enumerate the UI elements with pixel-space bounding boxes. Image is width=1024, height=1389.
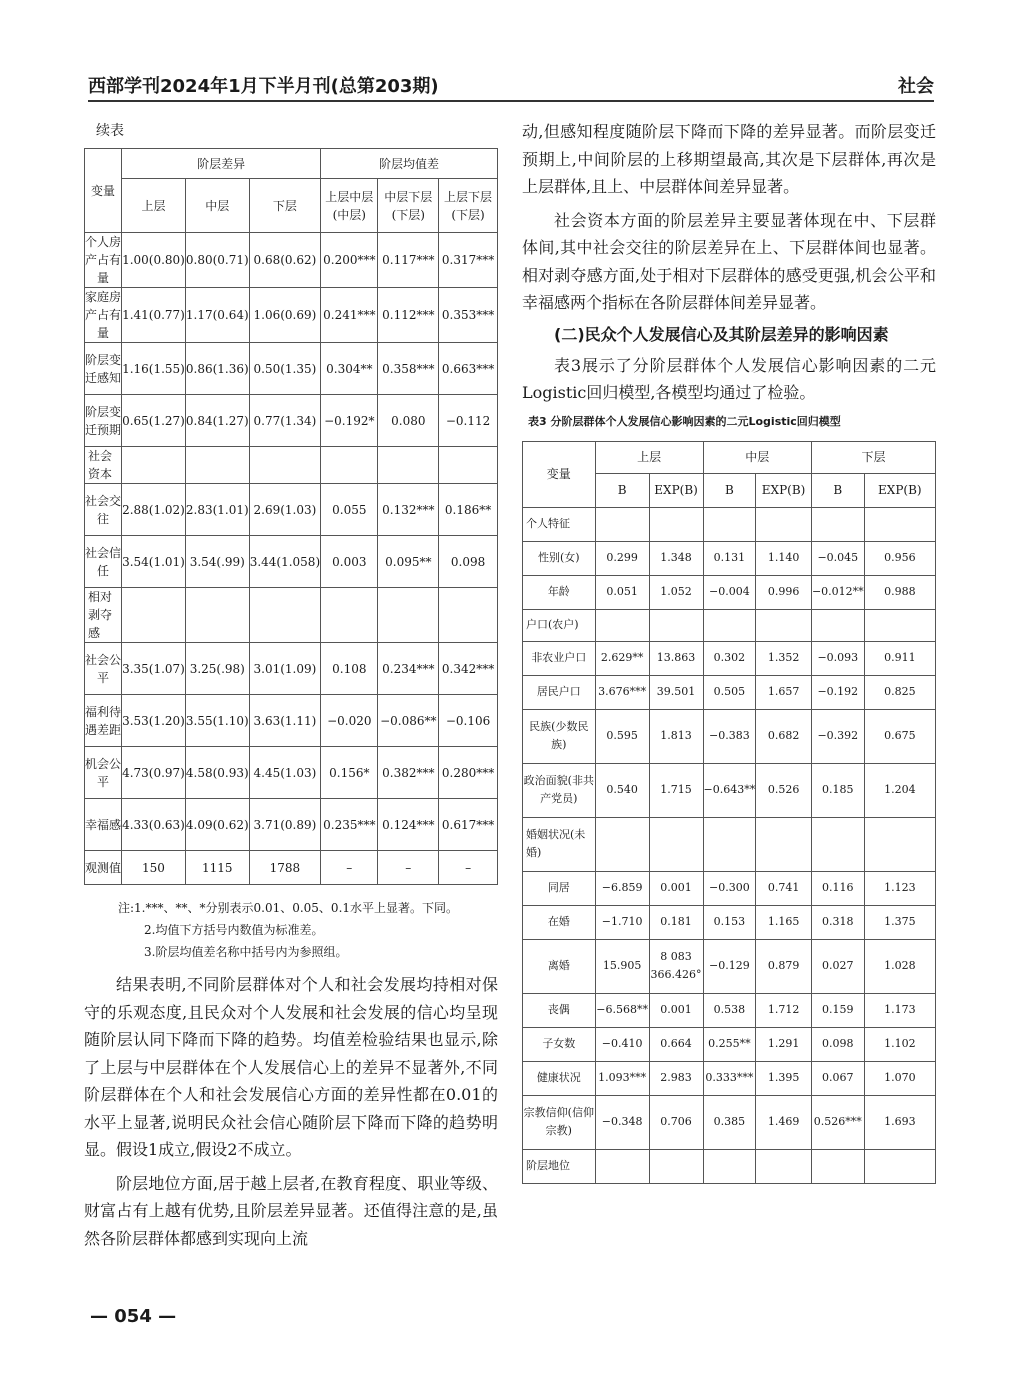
column-header: EXP(B) <box>649 473 703 507</box>
table-caption: 表3 分阶层群体个人发展信心影响因素的二元Logistic回归模型 <box>528 414 841 428</box>
table-cell: 0.116 <box>811 871 864 905</box>
table-cell: 1.140 <box>756 541 812 575</box>
table-cell: 0.185 <box>811 763 864 817</box>
group-header: 阶层均值差 <box>321 149 498 179</box>
table-cell: 0.112*** <box>378 288 439 343</box>
table-cell: 1.712 <box>756 993 812 1027</box>
table-cell: 0.241*** <box>321 288 378 343</box>
table-row <box>523 709 936 763</box>
table-cell: – <box>439 851 498 885</box>
table-cell: 1.00(0.80) <box>122 233 186 288</box>
table-cell: 0.675 <box>864 709 935 763</box>
table-cell: 0.095** <box>378 536 439 588</box>
table-cell: 0.825 <box>864 675 935 709</box>
column-header: 上层中层(中层) <box>321 179 378 233</box>
table-cell: 1.093*** <box>595 1061 649 1095</box>
empty-cell <box>703 609 756 641</box>
table-cell: 0.84(1.27) <box>185 395 249 447</box>
row-label: 丧偶 <box>523 993 596 1027</box>
section-label: 相对剥夺感 <box>85 588 122 643</box>
empty-cell <box>649 817 703 871</box>
table-cell: 0.098 <box>439 536 498 588</box>
table-cell: 1.352 <box>756 641 812 675</box>
table-cell: 0.255** <box>703 1027 756 1061</box>
row-label: 机会公平 <box>85 747 122 799</box>
column-header: EXP(B) <box>864 473 935 507</box>
table-cell: 4.58(0.93) <box>185 747 249 799</box>
table-row <box>85 851 498 885</box>
table-cell: 0.124*** <box>378 799 439 851</box>
empty-cell <box>864 817 935 871</box>
table-cell: 0.617*** <box>439 799 498 851</box>
table-cell: 2.983 <box>649 1061 703 1095</box>
table-cell: 0.595 <box>595 709 649 763</box>
table-cell: 1.348 <box>649 541 703 575</box>
empty-cell <box>439 588 498 643</box>
table-cell: 0.382*** <box>378 747 439 799</box>
table-cell: 39.501 <box>649 675 703 709</box>
table-row <box>85 588 498 643</box>
table-cell: 1.102 <box>864 1027 935 1061</box>
table-cell: −6.859 <box>595 871 649 905</box>
table-cell: 3.53(1.20) <box>122 695 186 747</box>
table-cell: 3.63(1.11) <box>249 695 320 747</box>
table-cell: 0.181 <box>649 905 703 939</box>
table-cell: 15.905 <box>595 939 649 993</box>
table-cell: 0.68(0.62) <box>249 233 320 288</box>
table-row <box>523 575 936 609</box>
column-header: EXP(B) <box>756 473 812 507</box>
row-label: 阶层变迁感知 <box>85 343 122 395</box>
empty-cell <box>595 507 649 541</box>
note-1: 注:1.***、**、*分别表示0.01、0.05、0.1水平上显著。下同。 <box>118 901 459 915</box>
group-header: 阶层差异 <box>122 149 321 179</box>
table-cell: 1.395 <box>756 1061 812 1095</box>
table-cell: 0.50(1.35) <box>249 343 320 395</box>
table-row <box>523 1061 936 1095</box>
table-row <box>523 1149 936 1183</box>
row-label: 社会交往 <box>85 484 122 536</box>
table-cell: 0.156* <box>321 747 378 799</box>
empty-cell <box>649 1149 703 1183</box>
table-cell: 1115 <box>185 851 249 885</box>
row-label: 离婚 <box>523 939 596 993</box>
empty-cell <box>864 1149 935 1183</box>
row-label: 性别(女) <box>523 541 596 575</box>
table-cell: −0.106 <box>439 695 498 747</box>
table-cell: 1.291 <box>756 1027 812 1061</box>
table-cell: 0.235*** <box>321 799 378 851</box>
row-label: 健康状况 <box>523 1061 596 1095</box>
table-cell: 4.45(1.03) <box>249 747 320 799</box>
empty-cell <box>321 447 378 484</box>
table-cell: 0.234*** <box>378 643 439 695</box>
section-heading: (二)民众个人发展信心及其阶层差异的影响因素 <box>554 324 889 344</box>
table-cell: 0.051 <box>595 575 649 609</box>
table-cell: 1.375 <box>864 905 935 939</box>
table-cell: 0.132*** <box>378 484 439 536</box>
table-cell: 2.69(1.03) <box>249 484 320 536</box>
row-label: 政治面貌(非共产党员) <box>523 763 596 817</box>
table-cell: 0.131 <box>703 541 756 575</box>
table-cell: −0.392 <box>811 709 864 763</box>
table-cell: 0.067 <box>811 1061 864 1095</box>
table-row <box>85 288 498 343</box>
row-label: 社会公平 <box>85 643 122 695</box>
table-cell: 0.956 <box>864 541 935 575</box>
table-cell: 0.664 <box>649 1027 703 1061</box>
table-cell: 2.629** <box>595 641 649 675</box>
column-header: B <box>811 473 864 507</box>
table-row <box>85 484 498 536</box>
table-cell: 0.741 <box>756 871 812 905</box>
paragraph: 社会资本方面的阶层差异主要显著体现在中、下层群体间,其中社会交往的阶层差异在上、下层群体间也显著。相对剥夺感方面,处于相对下层群体的感受更强,机会公平和幸福感两个指标在各阶层群体间差异显著。 <box>522 210 936 312</box>
table-cell: 0.80(0.71) <box>185 233 249 288</box>
table-cell: 1.813 <box>649 709 703 763</box>
table-cell: 0.86(1.36) <box>185 343 249 395</box>
empty-cell <box>249 588 320 643</box>
empty-cell <box>811 609 864 641</box>
table-cell: 3.44(1.058) <box>249 536 320 588</box>
table-cell: 1.41(0.77) <box>122 288 186 343</box>
empty-cell <box>122 588 186 643</box>
header-rule <box>88 100 934 102</box>
group-header: 下层 <box>811 441 935 473</box>
column-header: 中层下层(下层) <box>378 179 439 233</box>
table-cell: −0.045 <box>811 541 864 575</box>
table-cell: 1.715 <box>649 763 703 817</box>
table-notes <box>118 897 498 963</box>
table-row <box>523 1095 936 1149</box>
table-cell: 1.173 <box>864 993 935 1027</box>
table-cell: 0.996 <box>756 575 812 609</box>
table-cell: −0.086** <box>378 695 439 747</box>
table-cell: 0.538 <box>703 993 756 1027</box>
column-header: 变量 <box>85 149 122 233</box>
table-cell: 0.353*** <box>439 288 498 343</box>
table-row <box>85 233 498 288</box>
column-header: 下层 <box>249 179 320 233</box>
table-cell: 0.001 <box>649 993 703 1027</box>
section-label: 阶层地位 <box>523 1149 596 1183</box>
table-cell: 0.65(1.27) <box>122 395 186 447</box>
table-cell: 0.706 <box>649 1095 703 1149</box>
empty-cell <box>439 447 498 484</box>
table-cell: 1.06(0.69) <box>249 288 320 343</box>
table-cell: 0.027 <box>811 939 864 993</box>
section-label: 婚姻状况(未婚) <box>523 817 596 871</box>
table-cell: 1.469 <box>756 1095 812 1149</box>
table-row <box>523 871 936 905</box>
table-cell: 0.098 <box>811 1027 864 1061</box>
table-cell: 3.25(.98) <box>185 643 249 695</box>
table-cell: 0.304** <box>321 343 378 395</box>
table-cell: 0.055 <box>321 484 378 536</box>
right-column <box>522 118 936 1184</box>
table-row <box>85 747 498 799</box>
table-cell: −0.020 <box>321 695 378 747</box>
section-name: 社会 <box>898 76 934 97</box>
row-label: 社会信任 <box>85 536 122 588</box>
empty-cell <box>378 447 439 484</box>
empty-cell <box>864 507 935 541</box>
table-cell: 1.052 <box>649 575 703 609</box>
empty-cell <box>122 447 186 484</box>
table-cell: 1.028 <box>864 939 935 993</box>
table-cell: 0.540 <box>595 763 649 817</box>
table-cell: 0.77(1.34) <box>249 395 320 447</box>
table-cell: 13.863 <box>649 641 703 675</box>
table-cell: 3.35(1.07) <box>122 643 186 695</box>
row-label: 在婚 <box>523 905 596 939</box>
table-cell: −0.348 <box>595 1095 649 1149</box>
empty-cell <box>649 507 703 541</box>
logistic-regression-table <box>522 441 936 1184</box>
table-row <box>523 763 936 817</box>
row-label: 阶层变迁预期 <box>85 395 122 447</box>
table-cell: 1.16(1.55) <box>122 343 186 395</box>
table-row <box>85 343 498 395</box>
section-label: 个人特征 <box>523 507 596 541</box>
empty-cell <box>703 1149 756 1183</box>
table-cell: 0.879 <box>756 939 812 993</box>
table-cell: 0.682 <box>756 709 812 763</box>
column-header: B <box>595 473 649 507</box>
column-header: 上层下层(下层) <box>439 179 498 233</box>
column-header: 变量 <box>523 441 596 507</box>
journal-title: 西部学刊2024年1月下半月刊(总第203期) <box>88 76 439 97</box>
table-row <box>523 993 936 1027</box>
note-3: 3.阶层均值差名称中括号内为参照组。 <box>144 945 348 959</box>
table-cell: 0.663*** <box>439 343 498 395</box>
table-row <box>523 675 936 709</box>
row-label: 子女数 <box>523 1027 596 1061</box>
row-label: 非农业户口 <box>523 641 596 675</box>
table-row <box>85 695 498 747</box>
table-cell: 0.280*** <box>439 747 498 799</box>
table-cell: 0.317*** <box>439 233 498 288</box>
table-cell: 0.333*** <box>703 1061 756 1095</box>
row-label: 民族(少数民族) <box>523 709 596 763</box>
table-row <box>85 395 498 447</box>
table-cell: −0.129 <box>703 939 756 993</box>
table-cell: 1788 <box>249 851 320 885</box>
table-row <box>523 817 936 871</box>
table-cell: 0.358*** <box>378 343 439 395</box>
table-row <box>523 1027 936 1061</box>
table-cell: −1.710 <box>595 905 649 939</box>
table-row <box>523 905 936 939</box>
table-cell: 1.165 <box>756 905 812 939</box>
table-cell: −0.112 <box>439 395 498 447</box>
mean-difference-table <box>84 148 498 885</box>
empty-cell <box>756 1149 812 1183</box>
table-row <box>85 643 498 695</box>
empty-cell <box>185 588 249 643</box>
table-cell: −0.300 <box>703 871 756 905</box>
table-cell: −0.383 <box>703 709 756 763</box>
running-header <box>88 72 934 104</box>
table-cell: 0.526*** <box>811 1095 864 1149</box>
table-cell: 0.505 <box>703 675 756 709</box>
row-label: 宗教信仰(信仰宗教) <box>523 1095 596 1149</box>
table-cell: 0.159 <box>811 993 864 1027</box>
section-label: 户口(农户) <box>523 609 596 641</box>
table-cell: 0.911 <box>864 641 935 675</box>
table-cell: −0.192 <box>811 675 864 709</box>
note-2: 2.均值下方括号内数值为标准差。 <box>144 923 324 937</box>
empty-cell <box>703 507 756 541</box>
table-cell: 0.318 <box>811 905 864 939</box>
empty-cell <box>185 447 249 484</box>
paragraph: 阶层地位方面,居于越上层者,在教育程度、职业等级、财富占有上越有优势,且阶层差异显著。还值得注意的是,虽然各阶层群体都感到实现向上流 <box>84 1173 498 1248</box>
table-cell: – <box>321 851 378 885</box>
table-cell: 1.693 <box>864 1095 935 1149</box>
table-cell: −0.192* <box>321 395 378 447</box>
table-cell: 3.676*** <box>595 675 649 709</box>
table-cell: 0.302 <box>703 641 756 675</box>
table-cell: 3.54(1.01) <box>122 536 186 588</box>
table-cell: 0.108 <box>321 643 378 695</box>
table-cell: 8 083 366.426° <box>649 939 703 993</box>
empty-cell <box>756 609 812 641</box>
empty-cell <box>703 817 756 871</box>
paragraph: 结果表明,不同阶层群体对个人和社会发展均持相对保守的乐观态度,且民众对个人发展和社会发展的信心均呈现随阶层认同下降而下降的趋势。均值差检验结果也显示,除了上层与中层群体在个人发展信心上的差异不显著外,不同阶层群体在个人和社会发展信心方面的差异性都在0.01的水平上显著,说明民众社会信心随阶层下降而下降的趋势明显。假设1成立,假设2不成立。 <box>84 975 498 1159</box>
row-label: 居民户口 <box>523 675 596 709</box>
empty-cell <box>249 447 320 484</box>
row-label: 福利待遇差距 <box>85 695 122 747</box>
table-cell: 0.526 <box>756 763 812 817</box>
empty-cell <box>756 507 812 541</box>
table-row <box>523 609 936 641</box>
table-cell: 3.54(.99) <box>185 536 249 588</box>
table-cell: – <box>378 851 439 885</box>
table-cell: −6.568** <box>595 993 649 1027</box>
empty-cell <box>811 817 864 871</box>
table-cell: 0.186** <box>439 484 498 536</box>
empty-cell <box>756 817 812 871</box>
table-cell: 1.204 <box>864 763 935 817</box>
section-label: 社会资本 <box>85 447 122 484</box>
row-label: 家庭房产占有量 <box>85 288 122 343</box>
table-cell: 0.153 <box>703 905 756 939</box>
empty-cell <box>864 609 935 641</box>
table-row <box>85 447 498 484</box>
table-cell: 0.080 <box>378 395 439 447</box>
group-header: 中层 <box>703 441 811 473</box>
table-cell: −0.093 <box>811 641 864 675</box>
table-cell: −0.004 <box>703 575 756 609</box>
group-header: 上层 <box>595 441 703 473</box>
table-cell: 0.117*** <box>378 233 439 288</box>
column-header: 中层 <box>185 179 249 233</box>
table-cell: 4.33(0.63) <box>122 799 186 851</box>
table-row <box>523 541 936 575</box>
table-cell: 0.342*** <box>439 643 498 695</box>
table-cell: 1.070 <box>864 1061 935 1095</box>
table-row <box>85 536 498 588</box>
empty-cell <box>378 588 439 643</box>
empty-cell <box>321 588 378 643</box>
table-row <box>523 507 936 541</box>
table-cell: 2.83(1.01) <box>185 484 249 536</box>
paragraph: 表3展示了分阶层群体个人发展信心影响因素的二元Logistic回归模型,各模型均通过了检验。 <box>522 355 936 402</box>
table-cell: 0.001 <box>649 871 703 905</box>
table-cell: 1.17(0.64) <box>185 288 249 343</box>
page-number: — 054 — <box>90 1306 177 1327</box>
row-label: 个人房产占有量 <box>85 233 122 288</box>
left-column <box>84 118 498 1252</box>
table-cell: 3.01(1.09) <box>249 643 320 695</box>
empty-cell <box>649 609 703 641</box>
table-row <box>85 799 498 851</box>
table-cell: 4.73(0.97) <box>122 747 186 799</box>
row-label: 同居 <box>523 871 596 905</box>
table-cell: 0.003 <box>321 536 378 588</box>
table-continued-caption: 续表 <box>96 123 124 139</box>
paragraph: 动,但感知程度随阶层下降而下降的差异显著。而阶层变迁预期上,中间阶层的上移期望最高,其次是下层群体,再次是上层群体,且上、中层群体间差异显著。 <box>522 122 936 196</box>
table-row <box>523 641 936 675</box>
row-label: 年龄 <box>523 575 596 609</box>
table-cell: 0.200*** <box>321 233 378 288</box>
column-header: 上层 <box>122 179 186 233</box>
table-cell: 1.123 <box>864 871 935 905</box>
table-cell: −0.012** <box>811 575 864 609</box>
table-cell: 2.88(1.02) <box>122 484 186 536</box>
table-cell: 3.55(1.10) <box>185 695 249 747</box>
table-cell: 4.09(0.62) <box>185 799 249 851</box>
empty-cell <box>811 507 864 541</box>
row-label: 观测值 <box>85 851 122 885</box>
table-cell: 3.71(0.89) <box>249 799 320 851</box>
empty-cell <box>811 1149 864 1183</box>
table-cell: 0.385 <box>703 1095 756 1149</box>
empty-cell <box>595 609 649 641</box>
table-row <box>523 939 936 993</box>
table-cell: 150 <box>122 851 186 885</box>
empty-cell <box>595 817 649 871</box>
table-cell: 0.988 <box>864 575 935 609</box>
table-cell: 1.657 <box>756 675 812 709</box>
row-label: 幸福感 <box>85 799 122 851</box>
empty-cell <box>595 1149 649 1183</box>
table-cell: −0.643** <box>703 763 756 817</box>
table-cell: −0.410 <box>595 1027 649 1061</box>
table-cell: 0.299 <box>595 541 649 575</box>
column-header: B <box>703 473 756 507</box>
